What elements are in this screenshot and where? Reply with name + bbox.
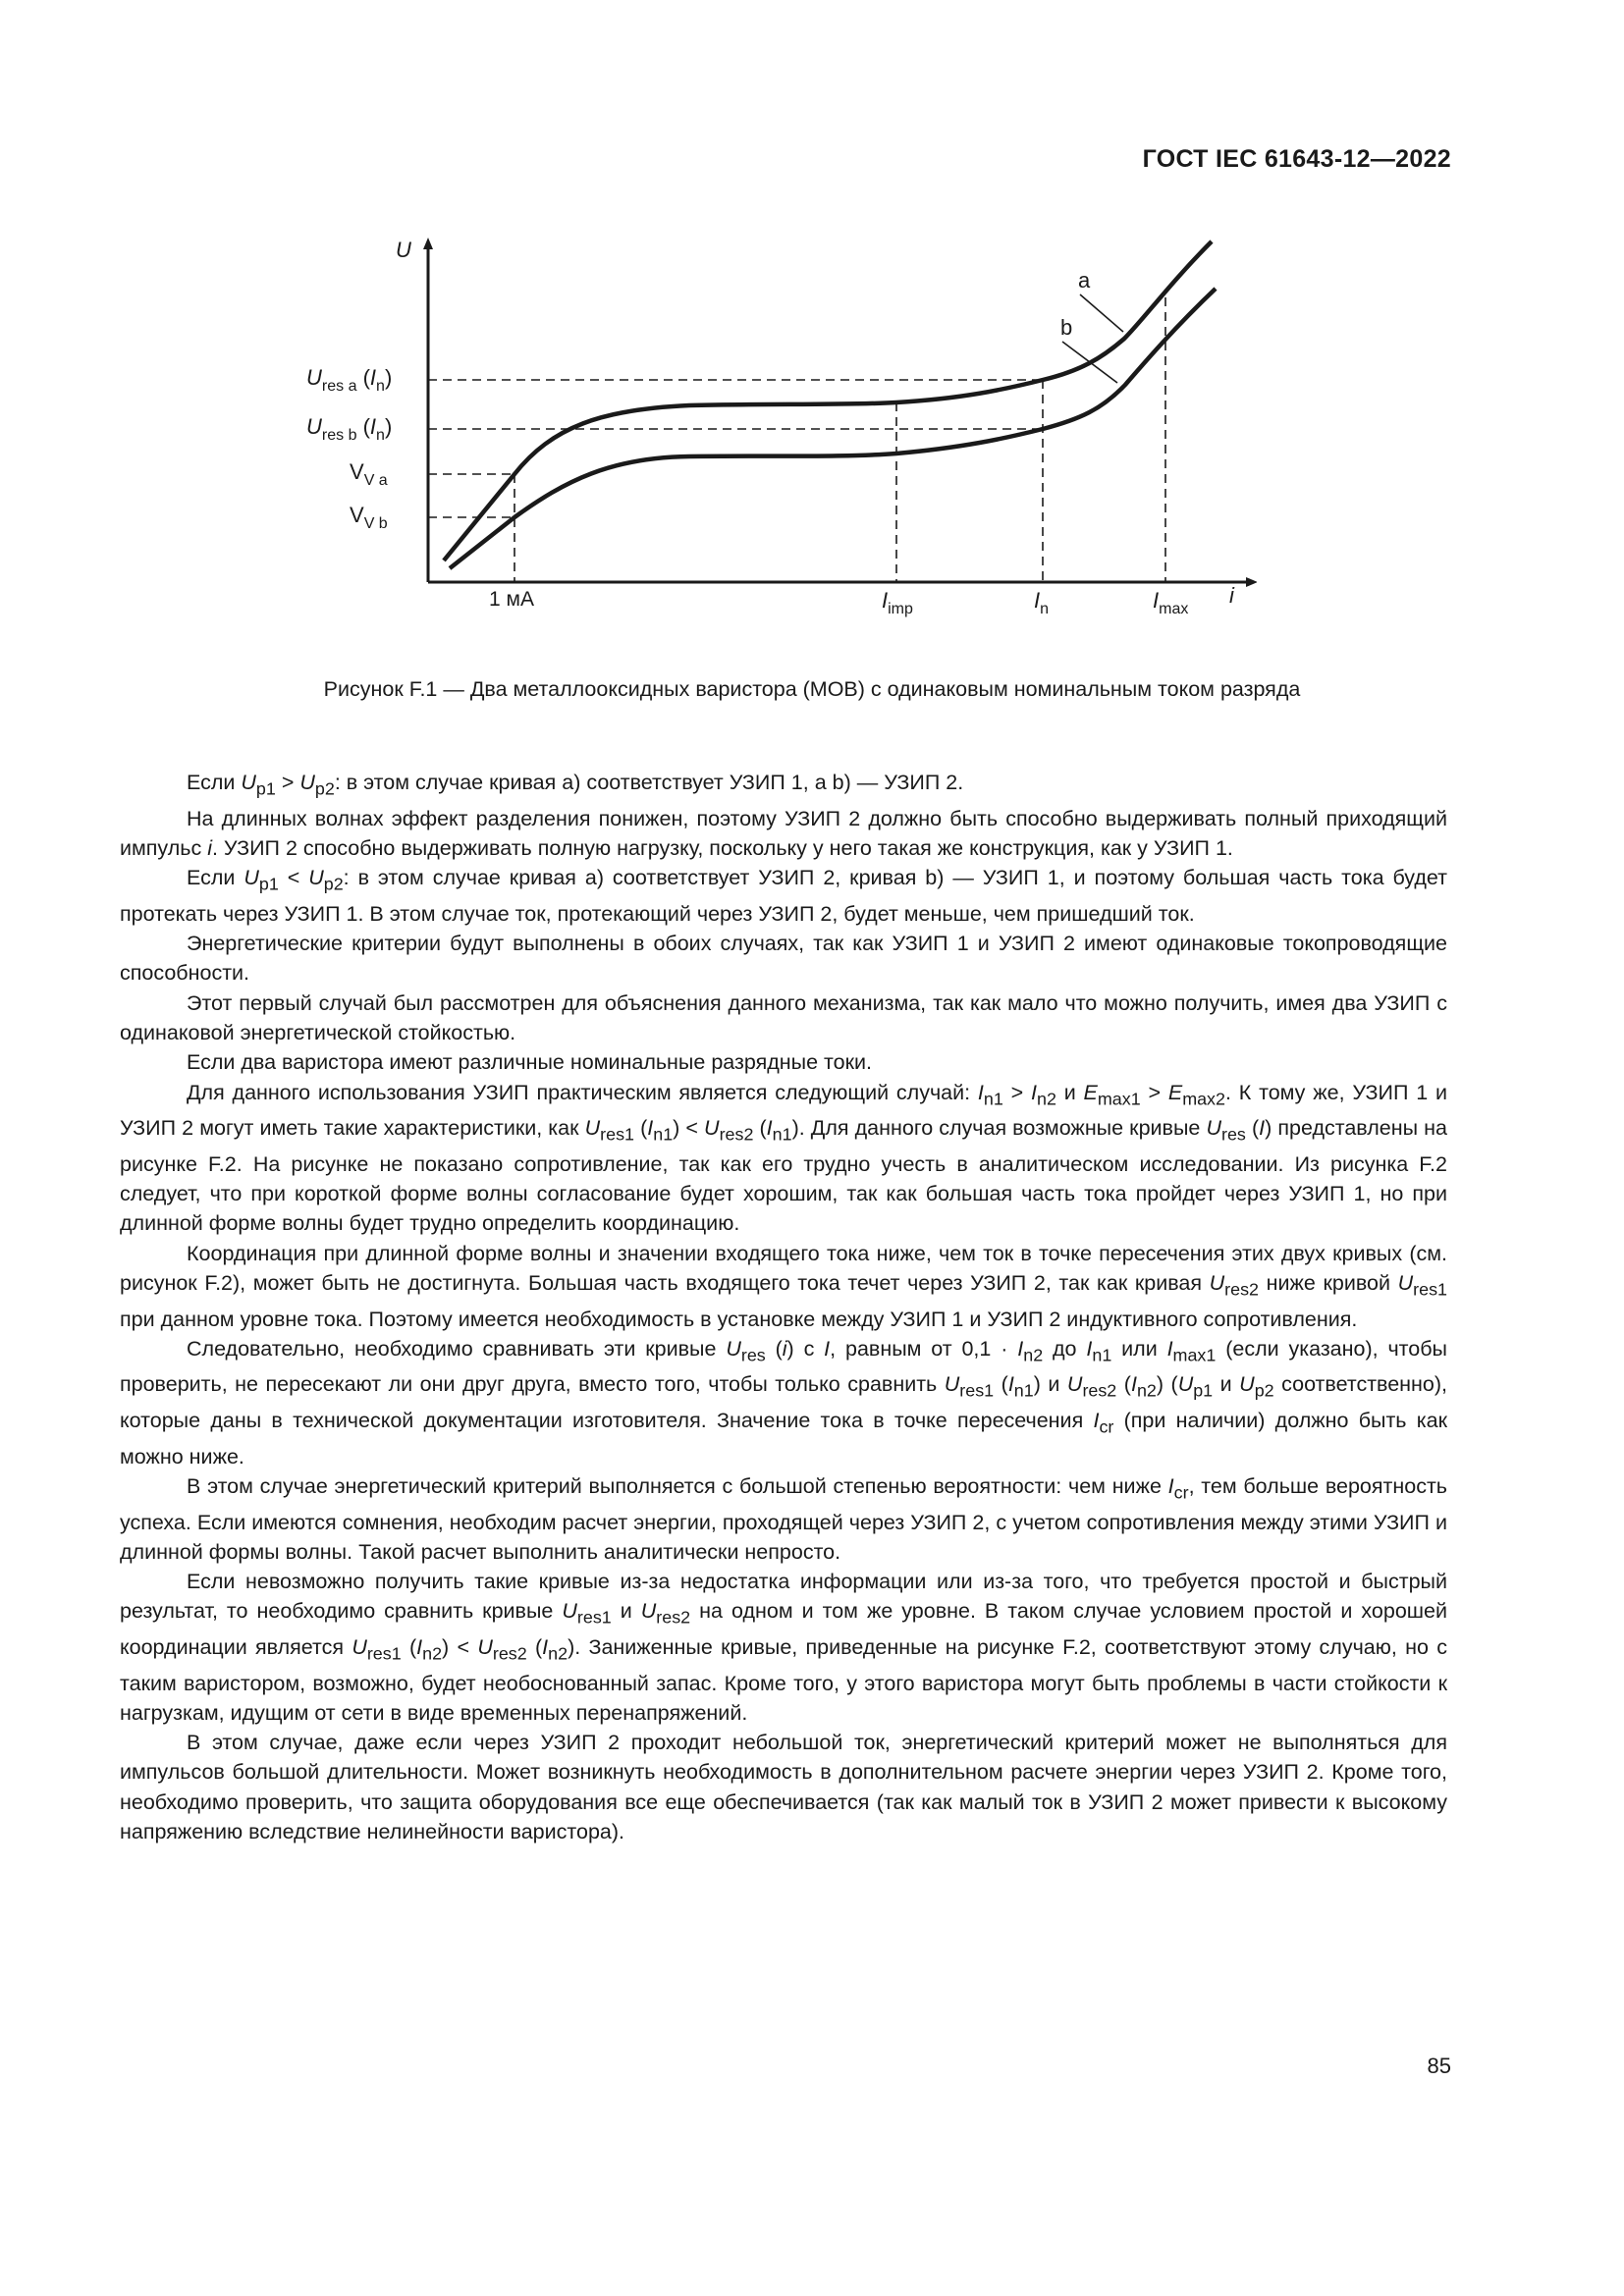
- paragraph: Если $U_{p1} < U_{p2}$: в этом случае кривая a) соответствует УЗИП 2, кривая b) — УЗИП 1, и поэтому большая часть тока будет протекать через УЗИП 1. В этом случае ток, протекающий через УЗИП 2, будет меньше, чем пришедший ток.: [120, 866, 1447, 926]
- curve-a-label: a: [1078, 268, 1091, 293]
- curve-b-leader: [1062, 342, 1117, 383]
- curve-b-label: b: [1060, 315, 1073, 340]
- label-vv-b: $V_{V b}$: [350, 503, 388, 532]
- label-1ma: 1 мА: [489, 588, 534, 611]
- paragraph: Энергетические критерии будут выполнены в обоих случаях, так как УЗИП 1 и УЗИП 2 имеют одинаковые токопроводящие способности.: [120, 932, 1447, 986]
- curve-a-leader: [1080, 294, 1123, 332]
- body-text: [120, 768, 1447, 1846]
- dashed-guides: [428, 297, 1165, 582]
- curve-a: [444, 241, 1212, 561]
- label-in: $I_n$: [1034, 588, 1050, 617]
- paragraph: В этом случае, даже если через УЗИП 2 проходит небольшой ток, энергетический критерий может не выполняться для импульсов большой длительности. Может возникнуть необходимость в дополнительном расчете энергии через УЗИП 2. Кроме того, необходимо проверить, что защита оборудования все еще обеспечивается (так как малый ток в УЗИП 2 может привести к высокому напряжению вследствие нелинейности варистора).: [120, 1731, 1447, 1844]
- paragraph: На длинных волнах эффект разделения понижен, поэтому УЗИП 2 должно быть способно выдерживать полный приходящий импульс i. УЗИП 2 способно выдерживать полную нагрузку, поскольку у него такая же конструкция, как у УЗИП 1.: [120, 806, 1447, 860]
- paragraph: Если невозможно получить такие кривые из-за недостатка информации или из-за того, что требуется простой и быстрый результат, то необходимо сравнить кривые $U_{res1}$ и $U_{res2}$ на одном и том же уровне. В таком случае условием простой и хорошей координации является $U_{res1}$ $(I_{n2}) < U_{res2}$ $(I_{n2})$. Заниженные кривые, приведенные на рисунке F.2, соответствуют этому случаю, но с таким варистором, возможно, будет необоснованный запас. Кроме того, у этого варистора могут быть проблемы в части стойкости к нагрузкам, идущим от сети в виде временных перенапряжений.: [120, 1570, 1448, 1725]
- varistor-characteristic-diagram: [295, 226, 1257, 638]
- figure-caption: Рисунок F.1 — Два металлооксидных варистора (MOB) с одинаковым номинальным током разряда: [323, 677, 1301, 701]
- paragraph: Следовательно, необходимо сравнивать эти кривые $U_{res}$ (i) с I, равным от $0,1 \cdot I_{n2}$ до $I_{n1}$ или $I_{max1}$ (если указано), чтобы проверить, не пересекают ли они друг друга, вместо того, чтобы только сравнить $U_{res1}$ $(I_{n1})$ и $U_{res2}$ $(I_{n2})$ ($U_{p1}$ и $U_{p2}$ соответственно), которые даны в технической документации изготовителя. Значение тока в точке пересечения $I_{cr}$ (при наличии) должно быть как можно ниже.: [120, 1336, 1448, 1468]
- paragraph: Если $U_{p1} > U_{p2}$: в этом случае кривая a) соответствует УЗИП 1, а b) — УЗИП 2.: [187, 771, 964, 799]
- paragraph: В этом случае энергетический критерий выполняется с большой степенью вероятности: чем ниже $I_{cr}$, тем больше вероятность успеха. Если имеются сомнения, необходим расчет энергии, проходящей через УЗИП 2, с учетом сопротивления между этими УЗИП и длинной формы волны. Такой расчет выполнить аналитически непросто.: [120, 1473, 1447, 1564]
- y-axis-label: U: [396, 238, 411, 262]
- label-ures-b: $U_{res b}$ $(I_n)$: [306, 414, 393, 444]
- x-axis-label: i: [1229, 583, 1234, 608]
- paragraph: Координация при длинной форме волны и значении входящего тока ниже, чем ток в точке пересечения этих двух кривых (см. рисунок F.2), может быть не достигнута. Большая часть входящего тока течет через УЗИП 2, так как кривая $U_{res2}$ ниже кривой $U_{res1}$ при данном уровне тока. Поэтому имеется необходимость в установке между УЗИП 1 и УЗИП 2 индуктивного сопротивления.: [120, 1241, 1447, 1331]
- label-ures-a: $U_{res a}$ $(I_n)$: [306, 365, 393, 395]
- paragraph: Для данного использования УЗИП практическим является следующий случай: $I_{n1} > I_{n2}$ и $E_{max1} > E_{max2}$. К тому же, УЗИП 1 и УЗИП 2 могут иметь такие характеристики, как $U_{res1}$ $(I_{n1}) < U_{res2}$ $(I_{n1})$. Для данного случая возможные кривые $U_{res}$ (I) представлены на рисунке F.2. На рисунке не показано сопротивление, так как его трудно учесть в аналитическом исследовании. Из рисунка F.2 следует, что при короткой форме волны согласование будет хорошим, так как большая часть тока пройдет через УЗИП 1, но при длинной форме волны будет трудно определить координацию.: [120, 1080, 1447, 1236]
- figure-f1: [295, 226, 1257, 638]
- label-imax: $I_{max}$: [1153, 588, 1189, 617]
- paragraph: Если два варистора имеют различные номинальные разрядные токи.: [187, 1050, 872, 1075]
- paragraph: Этот первый случай был рассмотрен для объяснения данного механизма, так как мало что можно получить, имея два УЗИП с одинаковой энергетической стойкостью.: [120, 990, 1447, 1044]
- label-vv-a: $V_{V a}$: [350, 459, 388, 489]
- document-header: ГОСТ IEC 61643-12—2022: [1142, 145, 1451, 173]
- page-number: 85: [1427, 2054, 1451, 2078]
- label-iimp: $I_{imp}$: [882, 588, 913, 617]
